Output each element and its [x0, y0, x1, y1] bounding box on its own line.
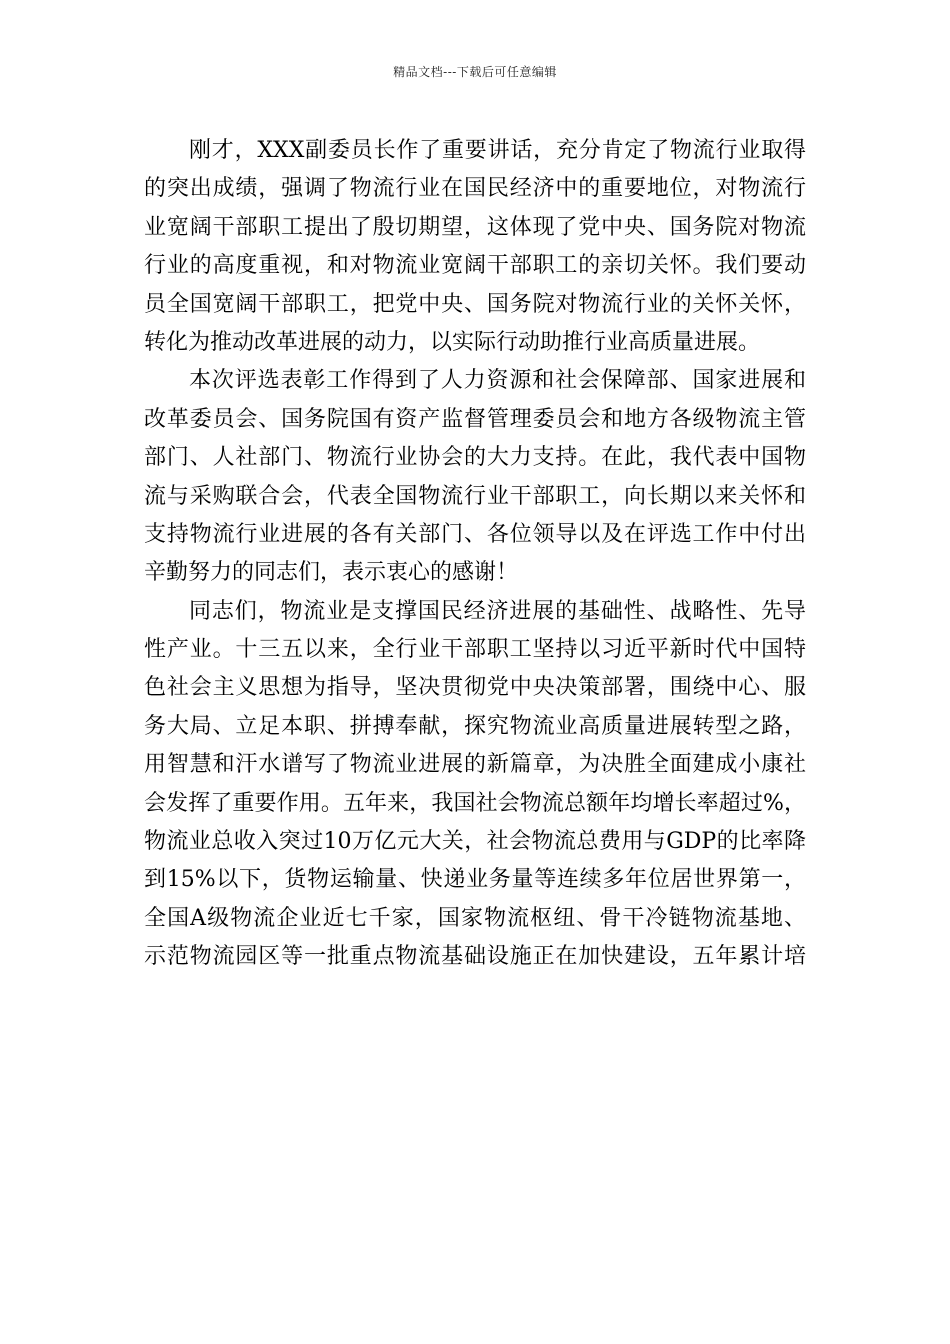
- text-line: 辛勤努力的同志们，表示衷心的感谢！: [144, 560, 519, 586]
- text-line: 行业的高度重视，和对物流业宽阔干部职工的亲切关怀。我们要动: [144, 253, 806, 279]
- body-text: [144, 132, 806, 977]
- text-line: 色社会主义思想为指导，坚决贯彻党中央决策部署，围绕中心、服: [144, 675, 806, 701]
- text-line: 性产业。十三五以来，全行业干部职工坚持以习近平新时代中国特: [144, 637, 806, 663]
- text-line: 刚才，XXX副委员长作了重要讲话，充分肯定了物流行业取得: [189, 138, 806, 163]
- text-line: 员全国宽阔干部职工，把党中央、国务院对物流行业的关怀关怀，: [144, 291, 806, 317]
- paragraph: [144, 132, 806, 362]
- text-line: 改革委员会、国务院国有资产监督管理委员会和地方各级物流主管: [144, 406, 806, 432]
- paragraph: [144, 362, 806, 592]
- text-line: 部门、人社部门、物流行业协会的大力支持。在此，我代表中国物: [144, 445, 806, 471]
- page-header: 精品文档---下载后可任意编辑: [393, 65, 557, 79]
- paragraph: [144, 593, 806, 977]
- text-line: 示范物流园区等一批重点物流基础设施正在加快建设，五年累计培: [144, 944, 806, 970]
- text-line: 的突出成绩，强调了物流行业在国民经济中的重要地位，对物流行: [144, 176, 806, 202]
- text-line: 流与采购联合会，代表全国物流行业干部职工，向长期以来关怀和: [144, 483, 806, 509]
- text-line: 到15%以下，货物运输量、快递业务量等连续多年位居世界第一，: [144, 867, 806, 893]
- text-line: 转化为推动改革进展的动力，以实际行动助推行业高质量进展。: [144, 329, 761, 355]
- text-line: 会发挥了重要作用。五年来，我国社会物流总额年均增长率超过%，: [144, 790, 806, 816]
- text-line: 务大局、立足本职、拼搏奉献，探究物流业高质量进展转型之路，: [144, 713, 806, 739]
- text-line: 全国A级物流企业近七千家，国家物流枢纽、骨干冷链物流基地、: [144, 905, 806, 931]
- text-line: 同志们，物流业是支撑国民经济进展的基础性、战略性、先导: [189, 598, 806, 624]
- text-line: 用智慧和汗水谱写了物流业进展的新篇章，为决胜全面建成小康社: [144, 752, 806, 778]
- text-line: 支持物流行业进展的各有关部门、各位领导以及在评选工作中付出: [144, 521, 806, 547]
- text-line: 本次评选表彰工作得到了人力资源和社会保障部、国家进展和: [189, 368, 806, 394]
- text-line: 物流业总收入突过10万亿元大关，社会物流总费用与GDP的比率降: [144, 829, 806, 855]
- text-line: 业宽阔干部职工提出了殷切期望，这体现了党中央、国务院对物流: [144, 214, 806, 240]
